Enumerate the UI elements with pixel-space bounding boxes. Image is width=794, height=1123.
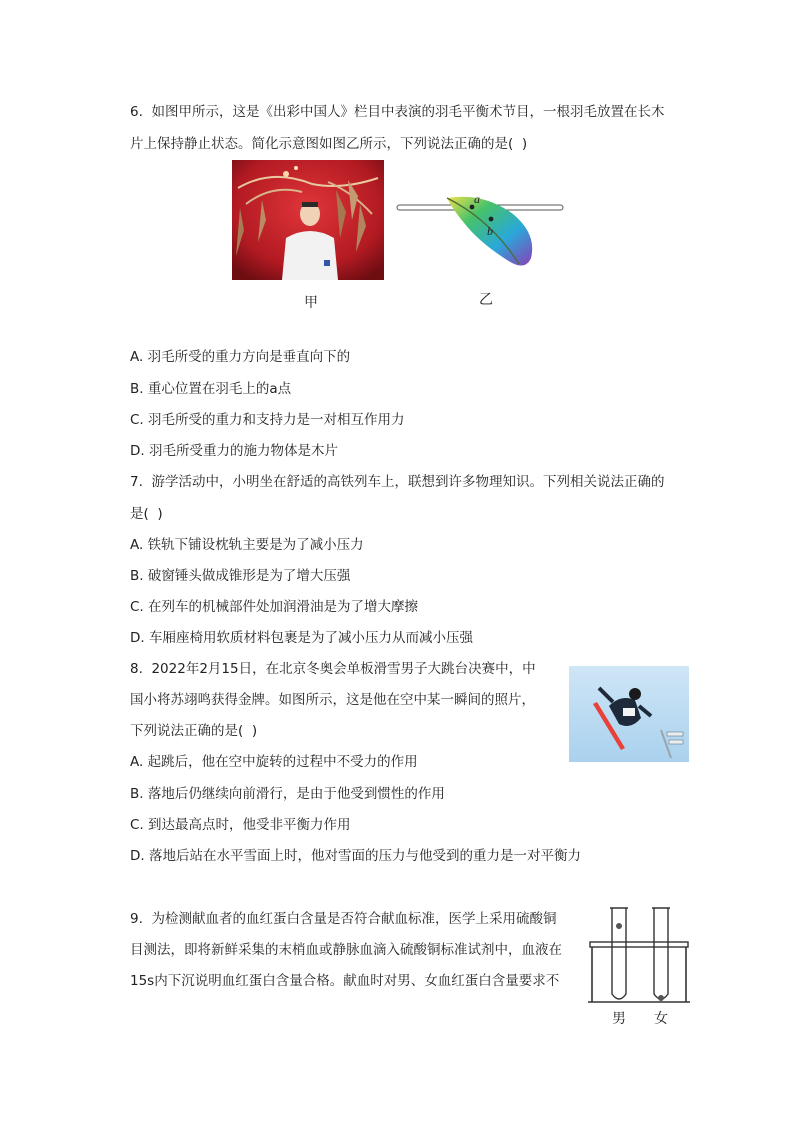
q8-option-c: C. 到达最高点时，他受非平衡力作用 (130, 817, 351, 833)
label-male: 男 (612, 1012, 626, 1027)
q8-stem-line3: 下列说法正确的是( ) (130, 723, 258, 739)
q6-diagram-yi (395, 186, 567, 270)
q8-stem-line2: 国小将苏翊鸣获得金牌。如图所示，这是他在空中某一瞬间的照片， (130, 692, 535, 708)
q9-stem-line3: 15s内下沉说明血红蛋白含量合格。献血时对男、女血红蛋白含量要求不 (130, 973, 560, 989)
q6-option-d: D. 羽毛所受重力的施力物体是木片 (130, 443, 338, 459)
q7-option-b: B. 破窗锤头做成锥形是为了增大压强 (130, 568, 351, 584)
point-b-label: b (487, 224, 493, 238)
q6-option-c: C. 羽毛所受的重力和支持力是一对相互作用力 (130, 412, 405, 428)
q6-caption-yi: 乙 (479, 292, 493, 308)
q7-stem-line1: 7. 游学活动中，小明坐在舒适的高铁列车上，联想到许多物理知识。下列相关说法正确的 (130, 474, 665, 490)
q9-stem-line1: 9. 为检测献血者的血红蛋白含量是否符合献血标准，医学上采用硫酸铜 (130, 911, 557, 927)
q8-option-d: D. 落地后站在水平雪面上时，他对雪面的压力与他受到的重力是一对平衡力 (130, 848, 581, 864)
q6-caption-jia: 甲 (304, 295, 318, 311)
q7-option-a: A. 铁轨下铺设枕轨主要是为了减小压力 (130, 537, 364, 553)
q6-stem-line2: 片上保持静止状态。简化示意图如图乙所示，下列说法正确的是( ) (130, 136, 528, 152)
q9-stem-line2: 目测法，即将新鲜采集的末梢血或静脉血滴入硫酸铜标准试剂中，血液在 (130, 942, 562, 958)
q6-option-b: B. 重心位置在羽毛上的a点 (130, 381, 292, 397)
q7-option-c: C. 在列车的机械部件处加润滑油是为了增大摩擦 (130, 599, 419, 615)
q6-stem-line1: 6. 如图甲所示，这是《出彩中国人》栏目中表演的羽毛平衡术节目，一根羽毛放置在长木 (130, 104, 665, 120)
q9-test-tube-rack (586, 906, 692, 1004)
label-female: 女 (654, 1012, 668, 1027)
q6-photo-jia (232, 160, 384, 280)
q8-option-b: B. 落地后仍继续向前滑行，是由于他受到惯性的作用 (130, 786, 445, 802)
q8-option-a: A. 起跳后，他在空中旋转的过程中不受力的作用 (130, 754, 418, 770)
q7-option-d: D. 车厢座椅用软质材料包裹是为了减小压力从而减小压强 (130, 630, 473, 646)
point-a-label: a (474, 192, 480, 206)
q7-stem-line2: 是( ) (130, 506, 163, 522)
q8-stem-line1: 8. 2022年2月15日，在北京冬奥会单板滑雪男子大跳台决赛中，中 (130, 661, 536, 677)
q8-snowboarder-photo (569, 666, 689, 762)
q6-option-a: A. 羽毛所受的重力方向是垂直向下的 (130, 349, 351, 365)
